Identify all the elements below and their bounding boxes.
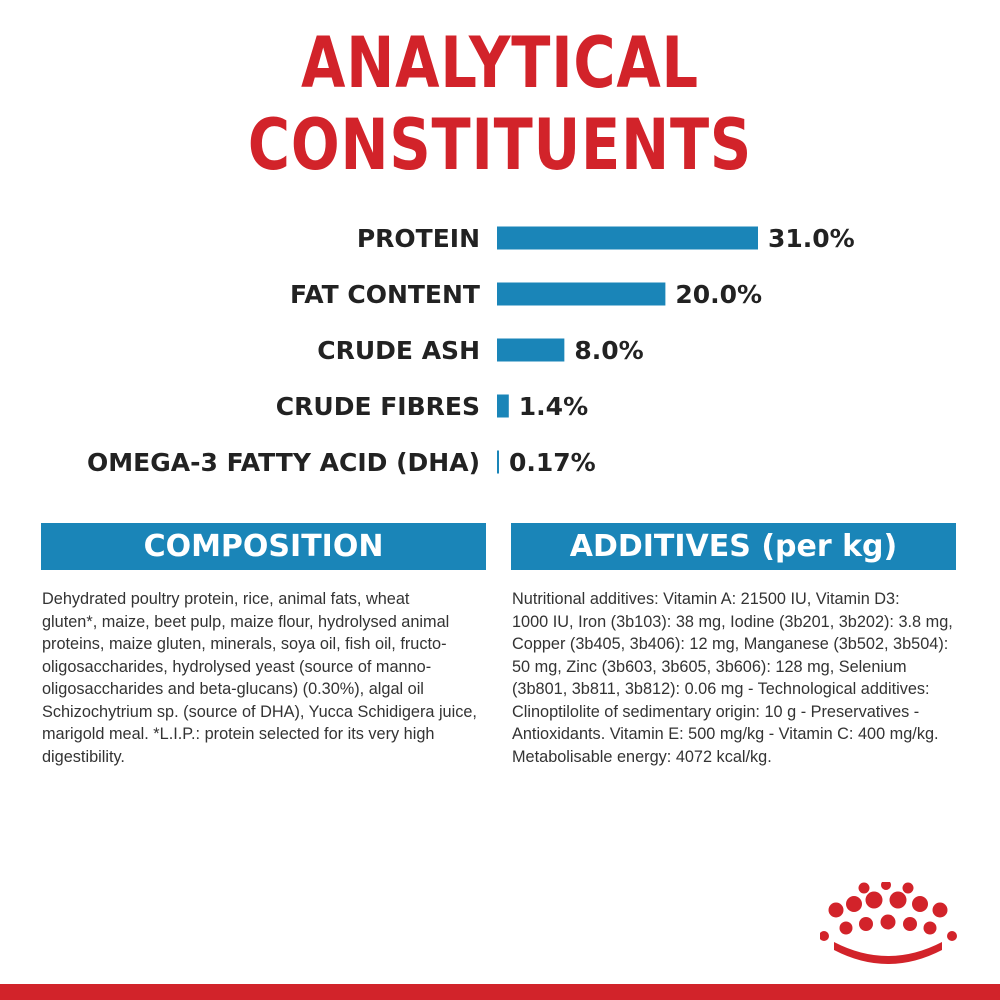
category-label: CRUDE ASH <box>317 336 480 365</box>
value-label: 8.0% <box>574 336 644 365</box>
page-title-line-2: CONSTITUENTS <box>247 104 753 186</box>
bar <box>497 451 499 474</box>
additives-line: Antioxidants. Vitamin E: 500 mg/kg - Vitamin C: 400 mg/kg. <box>512 725 939 743</box>
composition-line: marigold meal. *L.I.P.: protein selected for its very high <box>42 725 435 743</box>
composition-header: COMPOSITION <box>41 523 486 570</box>
bar <box>497 339 564 362</box>
additives-line: Nutritional additives: Vitamin A: 21500 IU, Vitamin D3: <box>512 590 900 608</box>
value-label: 0.17% <box>509 448 596 477</box>
composition-line: Schizochytrium sp. (source of DHA), Yucca Schidigera juice, <box>42 702 477 721</box>
composition-line: oligosaccharides, hydrolysed yeast (source of manno- <box>42 657 432 676</box>
additives-line: 1000 IU, Iron (3b103): 38 mg, Iodine (3b201, 3b202): 3.8 mg, <box>512 612 953 631</box>
composition-text <box>42 588 482 768</box>
bar <box>497 283 665 306</box>
additives-line: Clinoptilolite of sedimentary origin: 10 g - Preservatives - <box>512 702 920 721</box>
bar <box>497 395 509 418</box>
category-label: OMEGA-3 FATTY ACID (DHA) <box>87 448 480 477</box>
value-label: 1.4% <box>518 392 589 421</box>
category-label: CRUDE FIBRES <box>275 392 480 421</box>
additives-line: Copper (3b405, 3b406): 12 mg, Manganese (3b502, 3b504): <box>512 635 949 653</box>
composition-line: proteins, maize gluten, minerals, soya oil, fish oil, fructo- <box>42 635 447 653</box>
value-label: 31.0% <box>768 224 855 253</box>
category-label: PROTEIN <box>356 224 480 253</box>
page-title-line-1: ANALYTICAL <box>301 22 699 104</box>
composition-line: oligosaccharides and beta-glucans) (0.30%), algal oil <box>42 680 424 698</box>
bar <box>497 227 758 250</box>
additives-header: ADDITIVES (per kg) <box>511 523 956 570</box>
composition-line: digestibility. <box>42 747 125 766</box>
category-label: FAT CONTENT <box>289 280 480 309</box>
additives-line: (3b801, 3b811, 3b812): 0.06 mg - Technological additives: <box>512 680 930 698</box>
footer-bar <box>0 984 1000 1000</box>
additives-line: 50 mg, Zinc (3b603, 3b605, 3b606): 128 mg, Selenium <box>512 657 907 676</box>
value-label: 20.0% <box>675 280 763 309</box>
analytical-constituents-chart <box>0 205 1000 495</box>
composition-line: Dehydrated poultry protein, rice, animal fats, wheat <box>42 590 410 608</box>
composition-line: gluten*, maize, beet pulp, maize flour, hydrolysed animal <box>42 612 450 631</box>
additives-text <box>512 588 960 768</box>
additives-line: Metabolisable energy: 4072 kcal/kg. <box>512 747 772 766</box>
crown-icon <box>820 882 960 964</box>
